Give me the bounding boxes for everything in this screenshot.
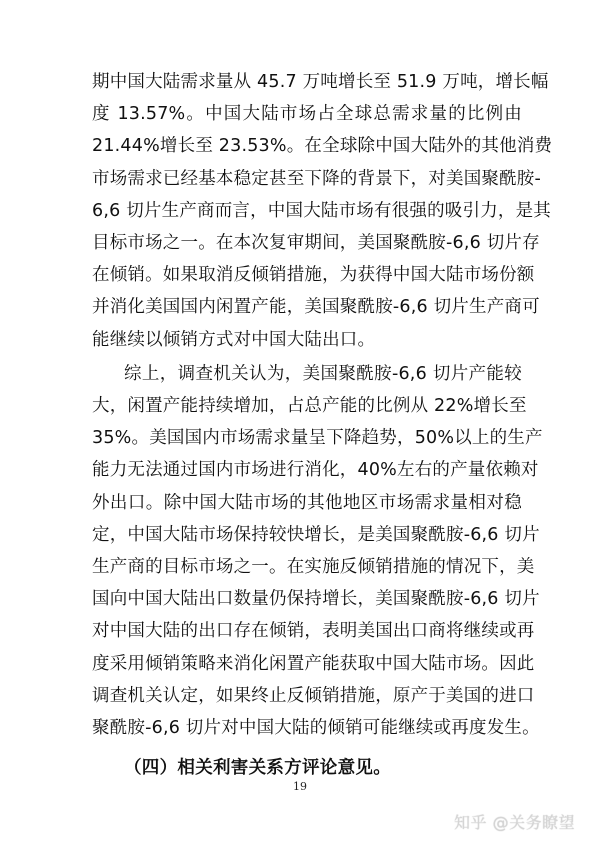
page-number: 19 [293, 780, 307, 793]
body-text-line: 能力无法通过国内市场进行消化，40%左右的产量依赖对 [92, 460, 539, 481]
section-heading: （四）相关利害关系方评论意见。 [124, 758, 391, 779]
body-text-line: 在倾销。如果取消反倾销措施，为获得中国大陆市场份额 [92, 265, 535, 286]
body-text-line: 聚酰胺-6,6 切片对中国大陆的倾销可能继续或再度发生。 [92, 718, 540, 738]
body-text-line: 并消化美国国内闲置产能，美国聚酰胺-6,6 切片生产商可 [92, 297, 540, 318]
body-text-line: 外出口。除中国大陆市场的其他地区市场需求量相对稳 [92, 492, 522, 513]
body-text-line: 度采用倾销策略来消化闲置产能获取中国大陆市场。因此 [92, 653, 535, 674]
body-text-line: 35%。美国国内市场需求量呈下降趋势，50%以上的生产 [92, 428, 543, 449]
body-text-line: 对中国大陆的出口存在倾销，表明美国出口商将继续或再 [92, 621, 535, 642]
watermark: 知乎 @关务瞭望 [454, 813, 576, 832]
body-text-line: 6,6 切片生产商而言，中国大陆市场有很强的吸引力，是其 [92, 200, 551, 221]
body-text-line: 定，中国大陆市场保持较快增长，是美国聚酰胺-6,6 切片 [92, 524, 540, 545]
body-text-line: 国向中国大陆出口数量仍保持增长，美国聚酰胺-6,6 切片 [92, 589, 540, 610]
body-text-line: 大，闲置产能持续增加，占总产能的比例从 22%增长至 [92, 396, 527, 416]
paragraph-first-line: 综上，调查机关认为，美国聚酰胺-6,6 切片产能较 [124, 363, 522, 384]
body-text-line: 调查机关认定，如果终止反倾销措施，原产于美国的进口 [92, 685, 535, 706]
body-text-line: 市场需求已经基本稳定甚至下降的背景下，对美国聚酰胺- [92, 168, 542, 189]
body-text-line: 能继续以倾销方式对中国大陆出口。 [92, 329, 376, 350]
body-text-line: 21.44%增长至 23.53%。在全球除中国大陆外的其他消费 [92, 136, 553, 157]
body-text-line: 生产商的目标市场之一。在实施反倾销措施的情况下，美 [92, 557, 535, 577]
body-text-line: 期中国大陆需求量从 45.7 万吨增长至 51.9 万吨，增长幅 [92, 72, 549, 92]
body-text-line: 目标市场之一。在本次复审期间，美国聚酰胺-6,6 切片存 [92, 233, 540, 253]
body-text-line: 度 13.57%。中国大陆市场占全球总需求量的比例由 [92, 104, 522, 125]
